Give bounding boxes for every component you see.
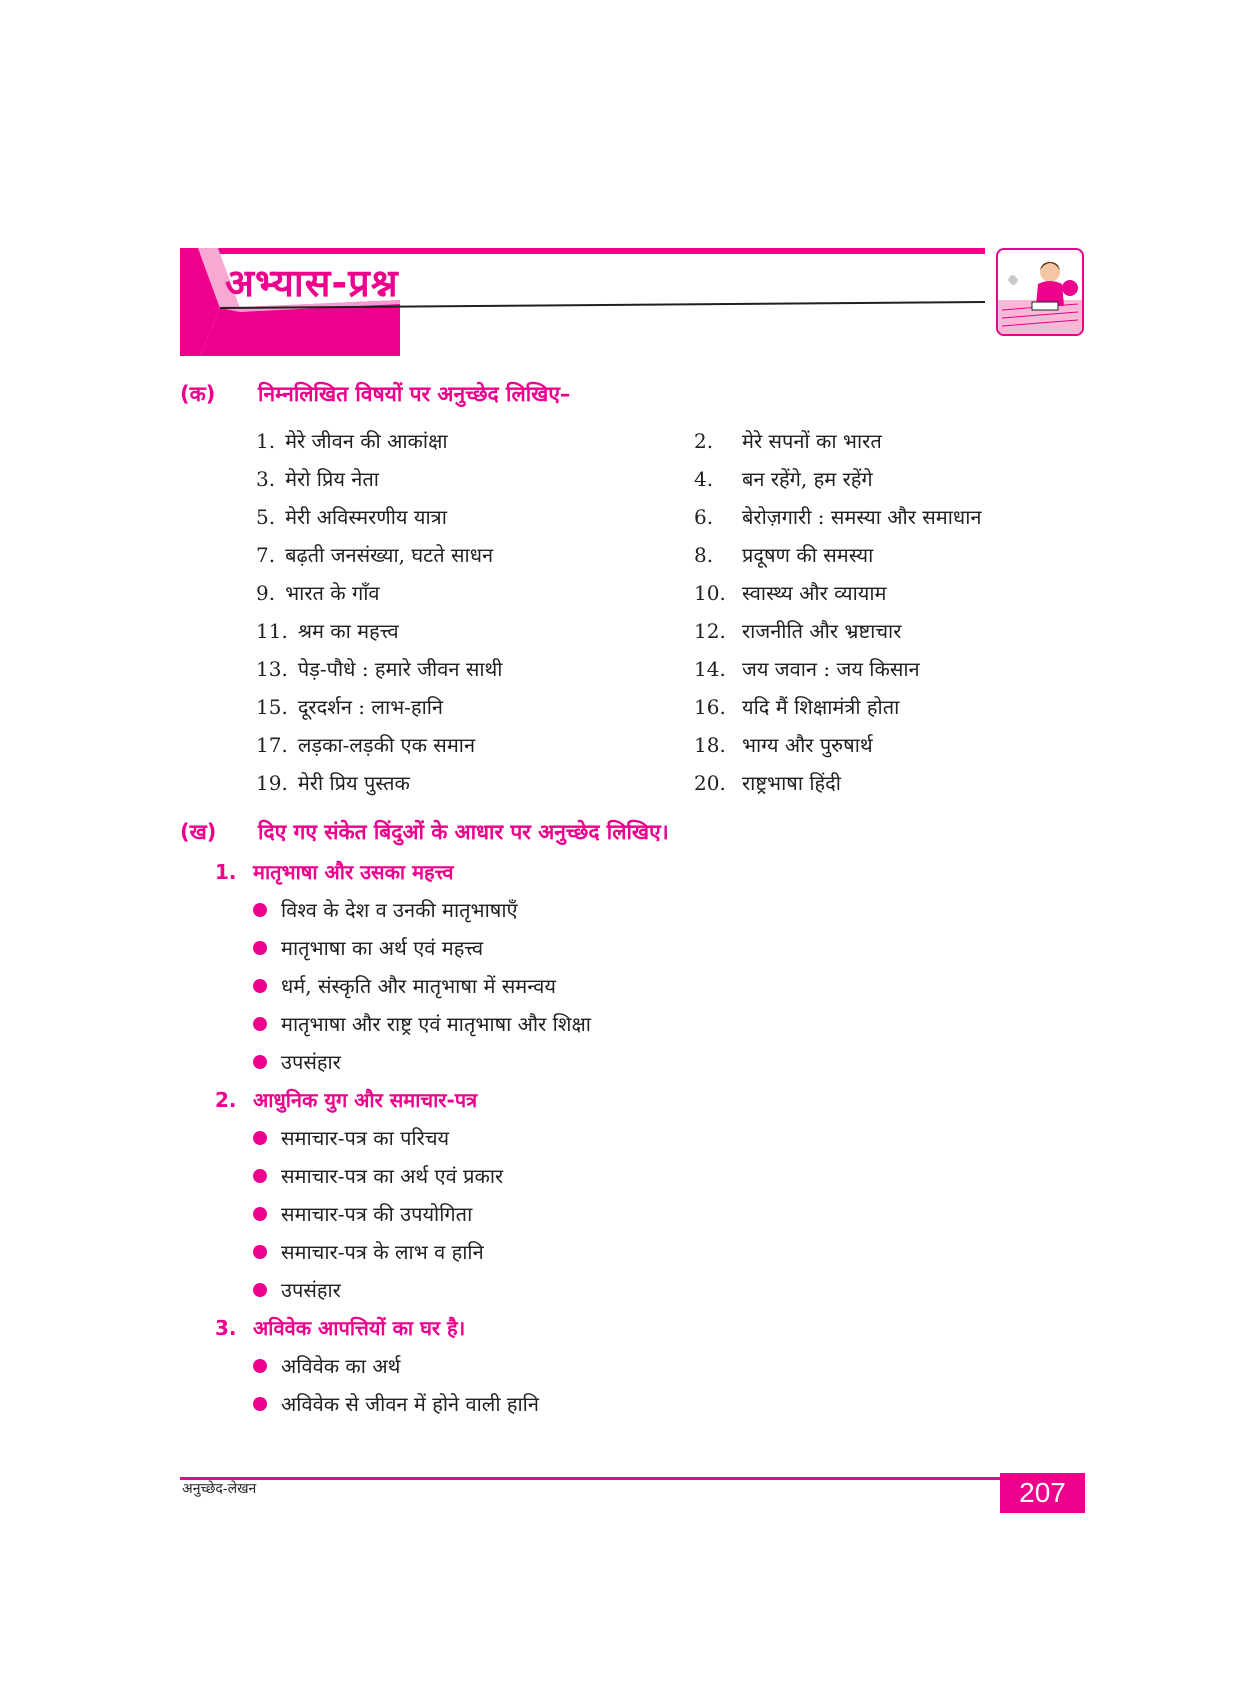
hint-topic-title	[215, 858, 454, 885]
hint-topic-text: आधुनिक युग और समाचार-पत्र	[253, 1088, 478, 1112]
topic-text: जय जवान : जय किसान	[742, 657, 920, 681]
section-ka-heading	[180, 380, 570, 408]
hint-point-text: समाचार-पत्र का अर्थ एवं प्रकार	[281, 1164, 504, 1188]
topic-text: बन रहेंगे, हम रहेंगे	[742, 467, 873, 491]
topic-number: 7.	[256, 543, 276, 567]
topic-item	[694, 503, 982, 530]
bullet-icon	[253, 1397, 267, 1411]
bullet-icon	[253, 1017, 267, 1031]
hint-point-text: अविवेक का अर्थ	[281, 1354, 401, 1378]
bullet-icon	[253, 903, 267, 917]
hint-topic-text: मातृभाषा और उसका महत्त्व	[253, 860, 454, 884]
topic-number: 9.	[256, 581, 276, 605]
bullet-icon	[253, 1283, 267, 1297]
girl-reading-illustration	[996, 248, 1084, 336]
section-kha-label: (ख)	[180, 820, 217, 844]
topic-item	[694, 541, 873, 568]
topic-text: मेरी अविस्मरणीय यात्रा	[285, 505, 447, 529]
topic-number: 20.	[694, 771, 726, 795]
topic-text: दूरदर्शन : लाभ-हानि	[297, 695, 444, 719]
topic-text: मेरे जीवन की आकांक्षा	[285, 429, 448, 453]
topic-item	[256, 579, 380, 606]
hint-topic-title	[215, 1086, 477, 1113]
topic-number: 1.	[256, 429, 276, 453]
bullet-icon	[253, 1055, 267, 1069]
topic-item	[694, 617, 901, 644]
topic-number: 4.	[694, 467, 714, 491]
topic-number: 16.	[694, 695, 726, 719]
section-kha-text: दिए गए संकेत बिंदुओं के आधार पर अनुच्छेद लिखिए।	[258, 820, 669, 844]
hint-point-text: मातृभाषा और राष्ट्र एवं मातृभाषा और शिक्षा	[281, 1012, 591, 1036]
topic-item	[256, 465, 379, 492]
topic-number: 8.	[694, 543, 714, 567]
hint-point-text: समाचार-पत्र की उपयोगिता	[281, 1202, 473, 1226]
bullet-icon	[253, 979, 267, 993]
topic-item	[256, 731, 475, 758]
topic-text: मेरी प्रिय पुस्तक	[297, 771, 410, 795]
topic-item	[694, 693, 899, 720]
hint-point-text: विश्व के देश व उनकी मातृभाषाएँ	[281, 898, 518, 922]
topic-number: 6.	[694, 505, 714, 529]
topic-text: भाग्य और पुरुषार्थ	[742, 733, 873, 757]
hint-point	[253, 934, 483, 961]
topic-text: मेरो प्रिय नेता	[285, 467, 379, 491]
hint-point	[253, 1124, 449, 1151]
topic-item	[256, 503, 447, 530]
bullet-icon	[253, 1131, 267, 1145]
topic-item	[256, 617, 399, 644]
footer-rule	[180, 1477, 1000, 1480]
topic-text: राष्ट्रभाषा हिंदी	[742, 771, 841, 795]
hint-topic-text: अविवेक आपत्तियों का घर है।	[253, 1316, 466, 1340]
hint-point	[253, 972, 556, 999]
section-ka-text: निम्नलिखित विषयों पर अनुच्छेद लिखिए–	[258, 382, 571, 406]
topic-text: भारत के गाँव	[285, 581, 380, 605]
topic-number: 17.	[256, 733, 288, 757]
topic-item	[256, 693, 443, 720]
topic-text: बढ़ती जनसंख्या, घटते साधन	[285, 543, 494, 567]
topic-text: यदि मैं शिक्षामंत्री होता	[742, 695, 900, 719]
topic-item	[256, 655, 502, 682]
topic-number: 19.	[256, 771, 288, 795]
hint-point	[253, 1010, 591, 1037]
topic-number: 2.	[694, 429, 714, 453]
topic-number: 10.	[694, 581, 726, 605]
topic-item	[694, 769, 841, 796]
topic-number: 13.	[256, 657, 288, 681]
topic-text: प्रदूषण की समस्या	[742, 543, 874, 567]
topic-text: श्रम का महत्त्व	[297, 619, 399, 643]
section-ka-label: (क)	[180, 382, 216, 406]
hint-point-text: धर्म, संस्कृति और मातृभाषा में समन्वय	[281, 974, 556, 998]
topic-text: लड़का-लड़की एक समान	[297, 733, 476, 757]
hint-point	[253, 1162, 503, 1189]
topic-text: बेरोज़गारी : समस्या और समाधान	[742, 505, 982, 529]
topic-number: 18.	[694, 733, 726, 757]
bullet-icon	[253, 1169, 267, 1183]
hint-point	[253, 896, 518, 923]
topic-item	[694, 465, 873, 492]
topic-text: मेरे सपनों का भारत	[742, 429, 882, 453]
topic-number: 5.	[256, 505, 276, 529]
topic-text: स्वास्थ्य और व्यायाम	[742, 581, 887, 605]
topic-item	[256, 541, 493, 568]
topic-number: 14.	[694, 657, 726, 681]
hint-topic-number: 2.	[215, 1088, 237, 1112]
page-number: 207	[1000, 1473, 1085, 1513]
hint-point	[253, 1200, 472, 1227]
topic-item	[256, 427, 448, 454]
topic-item	[694, 655, 920, 682]
topic-item	[694, 731, 873, 758]
topic-number: 15.	[256, 695, 288, 719]
bullet-icon	[253, 1207, 267, 1221]
hint-point-text: मातृभाषा का अर्थ एवं महत्त्व	[281, 936, 484, 960]
hint-topic-number: 3.	[215, 1316, 237, 1340]
section-kha-heading	[180, 818, 669, 846]
exercise-header-banner	[180, 248, 1085, 356]
topic-item	[694, 579, 887, 606]
hint-point-text: उपसंहार	[281, 1050, 341, 1074]
topic-item	[694, 427, 882, 454]
hint-topic-title	[215, 1314, 465, 1341]
hint-point	[253, 1352, 400, 1379]
topic-number: 3.	[256, 467, 276, 491]
hint-point	[253, 1048, 341, 1075]
hint-topic-number: 1.	[215, 860, 237, 884]
hint-point	[253, 1238, 484, 1265]
page-title: अभ्यास-प्रश्न	[225, 261, 399, 305]
hint-point-text: समाचार-पत्र के लाभ व हानि	[281, 1240, 484, 1264]
bullet-icon	[253, 941, 267, 955]
hint-point	[253, 1390, 539, 1417]
chapter-name: अनुच्छेद-लेखन	[182, 1481, 257, 1497]
bullet-icon	[253, 1245, 267, 1259]
topic-number: 12.	[694, 619, 726, 643]
bullet-icon	[253, 1359, 267, 1373]
hint-point-text: अविवेक से जीवन में होने वाली हानि	[281, 1392, 539, 1416]
hint-point-text: समाचार-पत्र का परिचय	[281, 1126, 450, 1150]
topic-item	[256, 769, 410, 796]
topic-text: राजनीति और भ्रष्टाचार	[742, 619, 902, 643]
topic-text: पेड़-पौधे : हमारे जीवन साथी	[297, 657, 503, 681]
hint-point-text: उपसंहार	[281, 1278, 341, 1302]
hint-point	[253, 1276, 341, 1303]
topic-number: 11.	[256, 619, 288, 643]
